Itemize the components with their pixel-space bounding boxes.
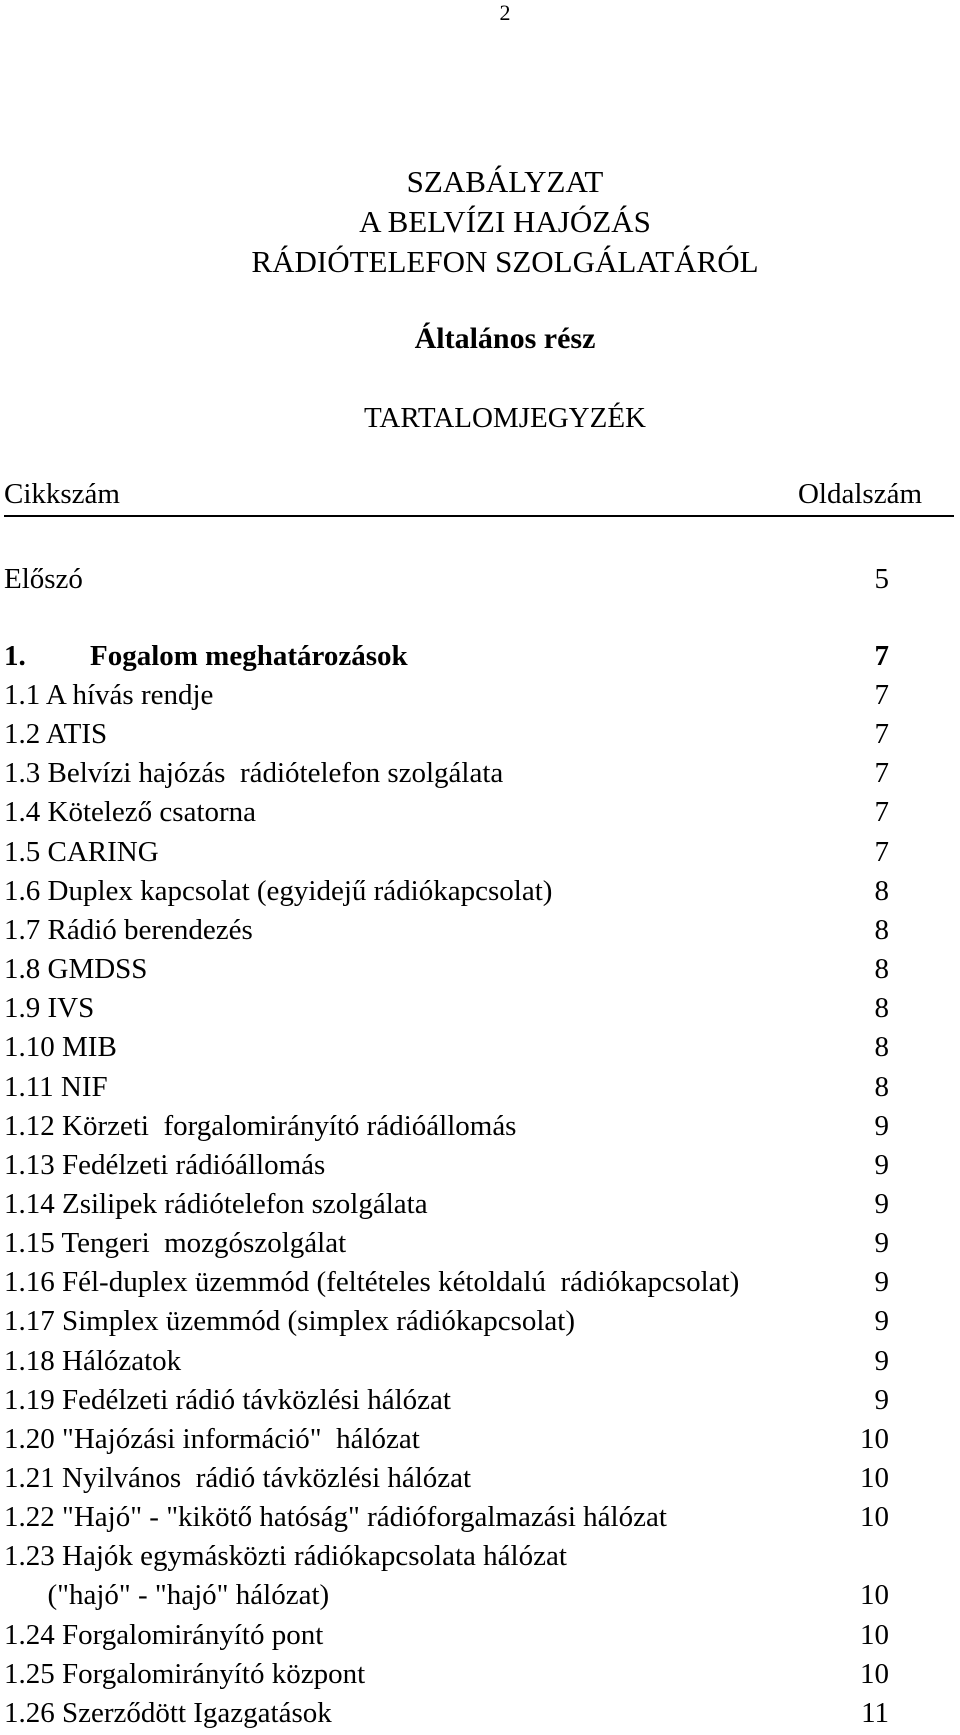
toc-entry-page: 7: [874, 796, 889, 829]
toc-entry-page: 10: [860, 1462, 889, 1494]
toc-entry-page: 7: [874, 757, 889, 790]
toc-entry-label: 1.15 Tengeri mozgószolgálat: [4, 1227, 347, 1260]
toc-entry: [4, 1420, 889, 1458]
toc-entry-label: 1.12 Körzeti forgalomirányító rádióállomás: [4, 1109, 517, 1142]
toc-entry: [4, 1224, 889, 1262]
toc-entry-label: 1.18 Hálózatok: [4, 1344, 182, 1377]
toc-entry: [4, 754, 889, 792]
toc-entry-label: 1.1 A hívás rendje: [4, 679, 214, 711]
toc-entry-label: 1.8 GMDSS: [4, 953, 148, 986]
toc-entry-page: 9: [874, 1109, 889, 1142]
toc-entry: [4, 1655, 889, 1693]
toc-section-heading: [4, 637, 889, 675]
column-header-right: Oldalszám: [797, 478, 922, 510]
toc-title: TARTALOMJEGYZÉK: [364, 402, 646, 434]
toc-entry-page: 11: [861, 1696, 889, 1729]
toc-entry: [4, 1616, 889, 1654]
toc-entry-label: 1.22 "Hajó" - "kikötő hatóság" rádióforgalmazási hálózat: [4, 1501, 667, 1534]
toc-entry: [4, 872, 889, 910]
title-line-1: SZABÁLYZAT: [406, 164, 604, 199]
toc-entry-label: Előszó: [4, 563, 83, 595]
toc-entry-label: 1.13 Fedélzeti rádióállomás: [4, 1148, 326, 1181]
toc-entry: [4, 1576, 889, 1614]
section-number: 1.: [4, 640, 26, 672]
toc-entry-page: 9: [874, 1148, 889, 1181]
toc-entry-label: 1.23 Hajók egymásközti rádiókapcsolata hálózat: [4, 1540, 567, 1573]
toc-entry-page: 9: [874, 1187, 889, 1220]
toc-entry-page: 9: [874, 1266, 889, 1299]
title-line-2: A BELVÍZI HAJÓZÁS: [359, 204, 651, 239]
part-heading: Általános rész: [414, 322, 596, 355]
toc-entry: [4, 1381, 889, 1419]
toc-entry: [4, 1459, 889, 1497]
section-label: Fogalom meghatározások: [90, 640, 408, 672]
toc-entry-label: 1.16 Fél-duplex üzemmód (feltételes kétoldalú rádiókapcsolat): [4, 1266, 740, 1299]
page-number: 2: [499, 0, 511, 25]
toc-entry: [4, 715, 889, 753]
toc-entry-page: 9: [874, 1383, 889, 1416]
toc-entry: [4, 1028, 889, 1066]
toc-entry-page: 10: [860, 1422, 889, 1455]
column-header-row: [4, 478, 954, 517]
toc-entry-page: 10: [860, 1618, 889, 1651]
toc-entry: [4, 1694, 889, 1732]
toc-entry: [4, 1302, 889, 1340]
toc-entry: [4, 793, 889, 831]
toc-entry-page: 10: [860, 1657, 889, 1690]
toc-entry-label: 1.26 Szerződött Igazgatások: [4, 1696, 332, 1729]
toc-entry-label: 1.7 Rádió berendezés: [4, 913, 253, 946]
toc-entry-label: 1.2 ATIS: [4, 718, 108, 751]
toc-entry: [4, 1107, 889, 1145]
toc-entry: [4, 1537, 889, 1575]
toc-entry-label: 1.25 Forgalomirányító központ: [4, 1657, 366, 1690]
toc-entry: [4, 1068, 889, 1106]
toc-entry-page: 7: [874, 835, 889, 868]
column-header-left: Cikkszám: [4, 478, 120, 510]
toc-entry: [4, 989, 889, 1027]
toc-entry-label: 1.9 IVS: [4, 992, 95, 1025]
toc-entry-label: 1.5 CARING: [4, 835, 159, 868]
toc-entry: [4, 833, 889, 871]
toc-entry-label: 1.10 MIB: [4, 1031, 117, 1064]
toc-entry-page: 8: [874, 992, 889, 1025]
toc-entry-label: 1.3 Belvízi hajózás rádiótelefon szolgálata: [4, 757, 504, 790]
toc-entry-page: 10: [860, 1579, 889, 1612]
toc-entry-label: 1.6 Duplex kapcsolat (egyidejű rádiókapcsolat): [4, 874, 553, 907]
toc-entry-foreword: [4, 560, 889, 598]
toc-entry-page: 8: [874, 953, 889, 986]
toc-entry-label: ("hajó" - "hajó" hálózat): [4, 1579, 330, 1612]
toc-entry: [4, 676, 889, 714]
toc-entry-label: 1.11 NIF: [4, 1070, 108, 1103]
toc-entry: [4, 1185, 889, 1223]
toc-entry-page: 7: [874, 679, 889, 711]
toc-entry-page: 8: [874, 913, 889, 946]
toc-entry: [4, 1146, 889, 1184]
toc-entry: [4, 1263, 889, 1301]
toc-entry-page: 7: [874, 640, 889, 672]
toc-entry-page: 9: [874, 1227, 889, 1260]
toc-entry: [4, 1342, 889, 1380]
toc-entry: [4, 911, 889, 949]
toc-entry: [4, 1498, 889, 1536]
toc-entry-label: 1.4 Kötelező csatorna: [4, 796, 257, 829]
toc-entry-page: 8: [874, 874, 889, 907]
toc-entry-label: 1.20 "Hajózási információ" hálózat: [4, 1422, 420, 1455]
toc-entry-page: 10: [860, 1501, 889, 1534]
toc-entry-page: 7: [874, 718, 889, 751]
toc-entry-label: 1.19 Fedélzeti rádió távközlési hálózat: [4, 1383, 451, 1416]
toc-entry-label: 1.24 Forgalomirányító pont: [4, 1618, 324, 1651]
toc-entry-page: 9: [874, 1344, 889, 1377]
toc-entry-page: 5: [874, 563, 889, 595]
toc-entry-label: 1.21 Nyilvános rádió távközlési hálózat: [4, 1462, 472, 1494]
toc-entry: [4, 950, 889, 988]
title-line-3: RÁDIÓTELEFON SZOLGÁLATÁRÓL: [251, 244, 759, 279]
toc-entry-label: 1.14 Zsilipek rádiótelefon szolgálata: [4, 1187, 428, 1220]
toc-entry-page: 8: [874, 1031, 889, 1064]
toc-entry-page: 9: [874, 1305, 889, 1338]
toc-entry-page: 8: [874, 1070, 889, 1103]
toc-entry-label: 1.17 Simplex üzemmód (simplex rádiókapcsolat): [4, 1305, 576, 1338]
